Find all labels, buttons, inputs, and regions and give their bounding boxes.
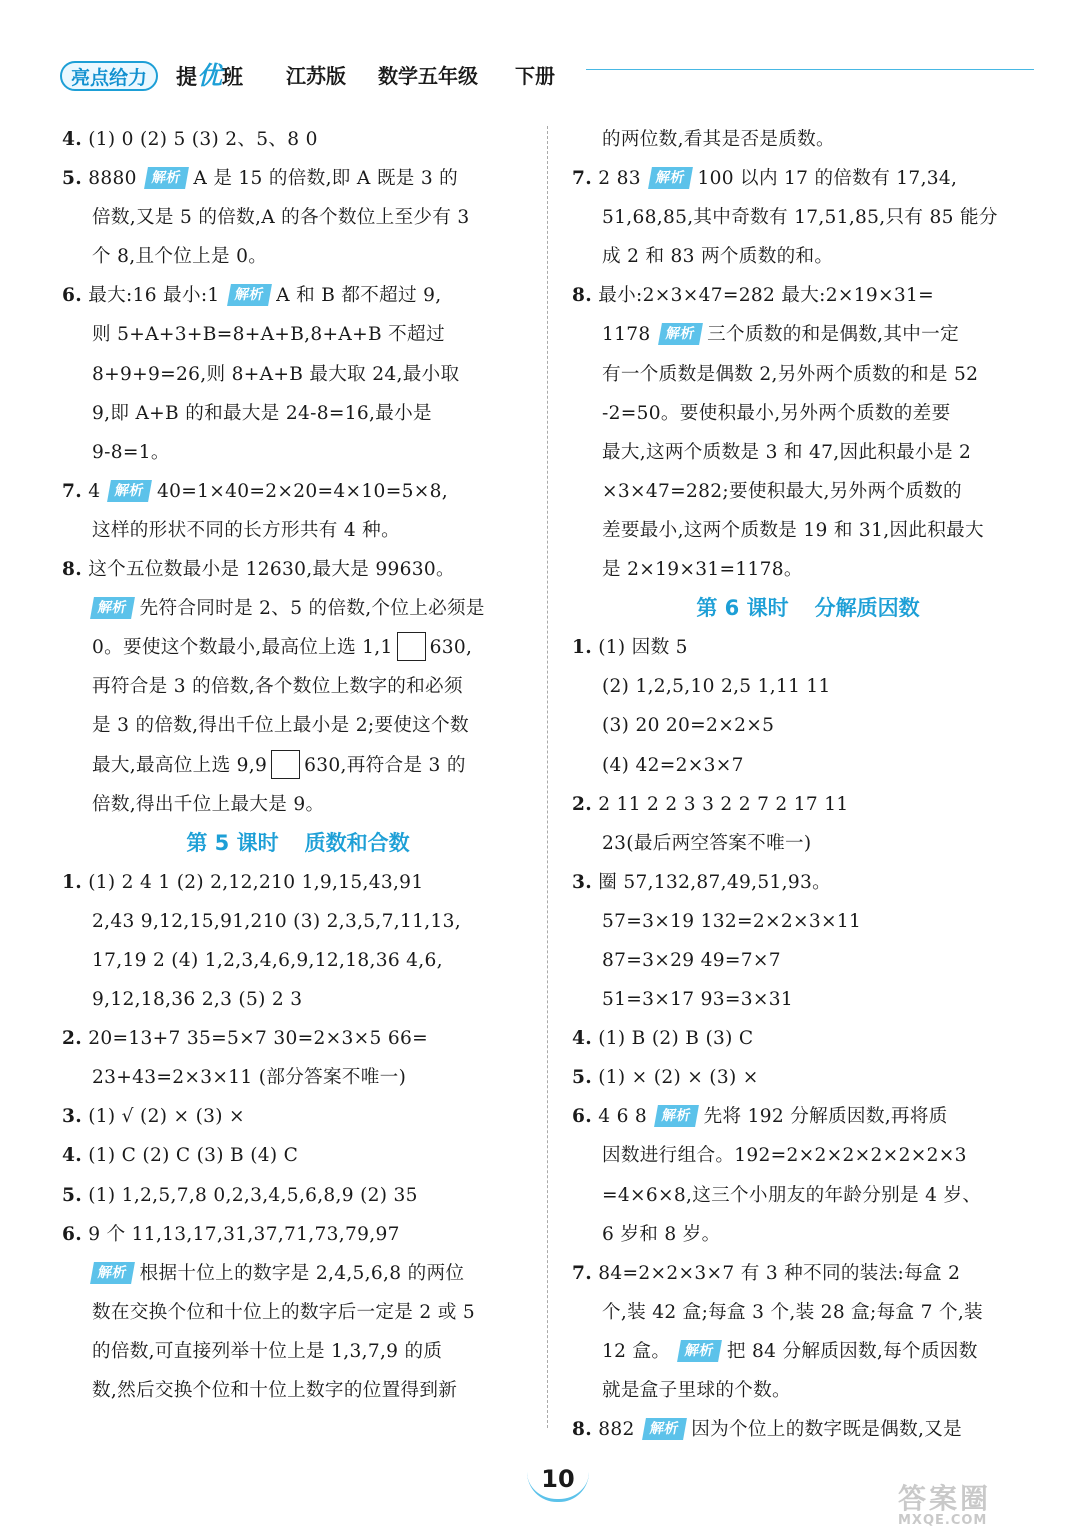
answer-line: 4. (1) 0 (2) 5 (3) 2、5、8 0 xyxy=(62,129,318,150)
analysis-tag: 解析 xyxy=(90,597,134,619)
answer-line: 9,12,18,36 2,3 (5) 2 3 xyxy=(92,989,303,1011)
answer-line: 8+9+9=26,则 8+A+B 最大取 24,最小取 xyxy=(92,363,460,385)
analysis-tag: 解析 xyxy=(227,284,271,306)
answer-line: 最大,最高位上选 9,9 630,再符合是 3 的 xyxy=(62,746,534,785)
answer-line: 0。要使这个数最小,最高位上选 1,1 630, xyxy=(62,628,534,667)
answer-line: 2,43 9,12,15,91,210 (3) 2,3,5,7,11,13, xyxy=(92,910,461,932)
answer-line: 5. (1) × (2) × (3) × xyxy=(572,1067,759,1089)
answer-line: 1. (1) 因数 5 xyxy=(572,637,688,659)
section-title: 第 5 课时 质数和合数 xyxy=(186,830,410,855)
answer-line: 2. 20=13+7 35=5×7 30=2×3×5 66= xyxy=(62,1028,428,1050)
answer-line: 8. 882 解析 因为个位上的数字既是偶数,又是 xyxy=(572,1419,962,1441)
answer-line: 2. 2 11 2 2 3 3 2 2 7 2 17 11 xyxy=(572,793,849,815)
answer-line: 数,然后交换个位和十位上数字的位置得到新 xyxy=(92,1380,458,1401)
page-number: 10 xyxy=(527,1459,589,1502)
analysis-tag: 解析 xyxy=(107,480,151,502)
answer-line: 51=3×17 93=3×31 xyxy=(602,989,794,1011)
answer-line: 数在交换个位和十位上的数字后一定是 2 或 5 xyxy=(92,1301,475,1323)
answer-line: 9-8=1。 xyxy=(92,441,170,463)
answer-line: 6. 最大:16 最小:1 解析 A 和 B 都不超过 9, xyxy=(62,285,442,307)
answer-line: 则 5+A+3+B=8+A+B,8+A+B 不超过 xyxy=(92,324,445,346)
answer-line: 倍数,又是 5 的倍数,A 的各个数位上至少有 3 xyxy=(92,207,470,229)
analysis-tag: 解析 xyxy=(677,1340,721,1362)
answer-line: 1178 解析 三个质数的和是偶数,其中一定 xyxy=(602,324,959,346)
answer-line: 个,装 42 盒;每盒 3 个,装 28 盒;每盒 7 个,装 xyxy=(602,1301,983,1323)
answer-line: -2=50。要使积最小,另外两个质数的差要 xyxy=(602,402,951,424)
blank-box xyxy=(271,750,300,779)
answer-line: 的倍数,可直接列举十位上是 1,3,7,9 的质 xyxy=(92,1340,443,1362)
answer-line: 7. 2 83 解析 100 以内 17 的倍数有 17,34, xyxy=(572,168,958,190)
answer-line: 再符合是 3 的倍数,各个数位上数字的和必须 xyxy=(92,676,463,698)
answer-line: 倍数,得出千位上最大是 9。 xyxy=(92,793,325,815)
brand-badge: 亮点给力 xyxy=(60,61,158,91)
answer-line: 17,19 2 (4) 1,2,3,4,6,9,12,18,36 4,6, xyxy=(92,949,443,971)
answer-line: 23(最后两空答案不唯一) xyxy=(602,832,812,854)
analysis-tag: 解析 xyxy=(144,167,188,189)
answer-line: 6. 4 6 8 解析 先将 192 分解质因数,再将质 xyxy=(572,1106,948,1128)
answer-line: 3. (1) √ (2) × (3) × xyxy=(62,1106,245,1128)
answer-line: 23+43=2×3×11 (部分答案不唯一) xyxy=(92,1067,407,1089)
series-title: 提优班 xyxy=(176,61,244,90)
edition-label: 江苏版 xyxy=(286,64,346,88)
answer-line: 是 3 的倍数,得出千位上最小是 2;要使这个数 xyxy=(92,715,469,737)
answer-line: 4. (1) C (2) C (3) B (4) C xyxy=(62,1145,299,1167)
answer-line: 5. 8880 解析 A 是 15 的倍数,即 A 既是 3 的 xyxy=(62,168,459,190)
subject-label: 数学五年级 xyxy=(378,64,478,88)
answer-line: 87=3×29 49=7×7 xyxy=(602,949,781,971)
answer-line: 成 2 和 83 两个质数的和。 xyxy=(602,246,834,268)
answer-line: 是 2×19×31=1178。 xyxy=(602,559,803,581)
answer-line: (4) 42=2×3×7 xyxy=(602,754,744,776)
answer-line: 5. (1) 1,2,5,7,8 0,2,3,4,5,6,8,9 (2) 35 xyxy=(62,1184,418,1206)
analysis-tag: 解析 xyxy=(658,323,702,345)
answer-line: 差要最小,这两个质数是 19 和 31,因此积最大 xyxy=(602,519,984,541)
answer-line: 57=3×19 132=2×2×3×11 xyxy=(602,910,862,932)
section-title: 第 6 课时 分解质因数 xyxy=(696,596,920,621)
answer-line: 9,即 A+B 的和最大是 24-8=16,最小是 xyxy=(92,402,432,424)
answer-line: 因数进行组合。192=2×2×2×2×2×2×3 xyxy=(602,1145,967,1167)
answer-line: 8. 最小:2×3×47=282 最大:2×19×31= xyxy=(572,285,934,307)
answer-line: 8. 这个五位数最小是 12630,最大是 99630。 xyxy=(62,559,455,581)
answer-line: 7. 4 解析 40=1×40=2×20=4×10=5×8, xyxy=(62,480,448,502)
volume-label: 下册 xyxy=(515,64,555,88)
answer-line: (3) 20 20=2×2×5 xyxy=(602,715,775,737)
answer-line: 就是盒子里球的个数。 xyxy=(602,1380,791,1401)
answer-line: =4×6×8,这三个小朋友的年龄分别是 4 岁、 xyxy=(602,1184,982,1206)
answer-line: 的两位数,看其是否是质数。 xyxy=(602,129,835,150)
answer-line: 7. 84=2×2×3×7 有 3 种不同的装法:每盒 2 xyxy=(572,1262,961,1284)
answer-line: 6 岁和 8 岁。 xyxy=(602,1223,721,1245)
blank-box xyxy=(397,632,426,661)
analysis-tag: 解析 xyxy=(642,1418,686,1440)
header-rule xyxy=(586,69,1034,70)
answer-line: 个 8,且个位上是 0。 xyxy=(92,246,268,268)
page-header xyxy=(60,58,1035,98)
right-column xyxy=(572,120,1044,1449)
answer-line: 这样的形状不同的长方形共有 4 种。 xyxy=(92,519,400,541)
watermark-logo: 答案圈 MXQE.COM xyxy=(898,1482,992,1528)
answer-line: 有一个质数是偶数 2,另外两个质数的和是 52 xyxy=(602,363,979,385)
answer-line: 6. 9 个 11,13,17,31,37,71,73,79,97 xyxy=(62,1223,400,1245)
answer-line: 解析 根据十位上的数字是 2,4,5,6,8 的两位 xyxy=(62,1254,534,1293)
analysis-tag: 解析 xyxy=(90,1262,134,1284)
answer-line: 4. (1) B (2) B (3) C xyxy=(572,1028,754,1050)
left-column xyxy=(62,120,534,1410)
answer-line: 3. 圈 57,132,87,49,51,93。 xyxy=(572,871,831,893)
answer-line: (2) 1,2,5,10 2,5 1,11 11 xyxy=(602,676,831,698)
answer-line: 12 盒。 解析 把 84 分解质因数,每个质因数 xyxy=(602,1340,978,1362)
answer-line: 最大,这两个质数是 3 和 47,因此积最小是 2 xyxy=(602,441,972,463)
column-divider xyxy=(547,126,548,1428)
answer-line: 1. (1) 2 4 1 (2) 2,12,210 1,9,15,43,91 xyxy=(62,871,424,893)
answer-line: 解析 先符合同时是 2、5 的倍数,个位上必须是 xyxy=(62,589,534,628)
analysis-tag: 解析 xyxy=(648,167,692,189)
answer-line: 51,68,85,其中奇数有 17,51,85,只有 85 能分 xyxy=(602,207,998,229)
analysis-tag: 解析 xyxy=(654,1105,698,1127)
answer-line: ×3×47=282;要使积最大,另外两个质数的 xyxy=(602,480,962,502)
